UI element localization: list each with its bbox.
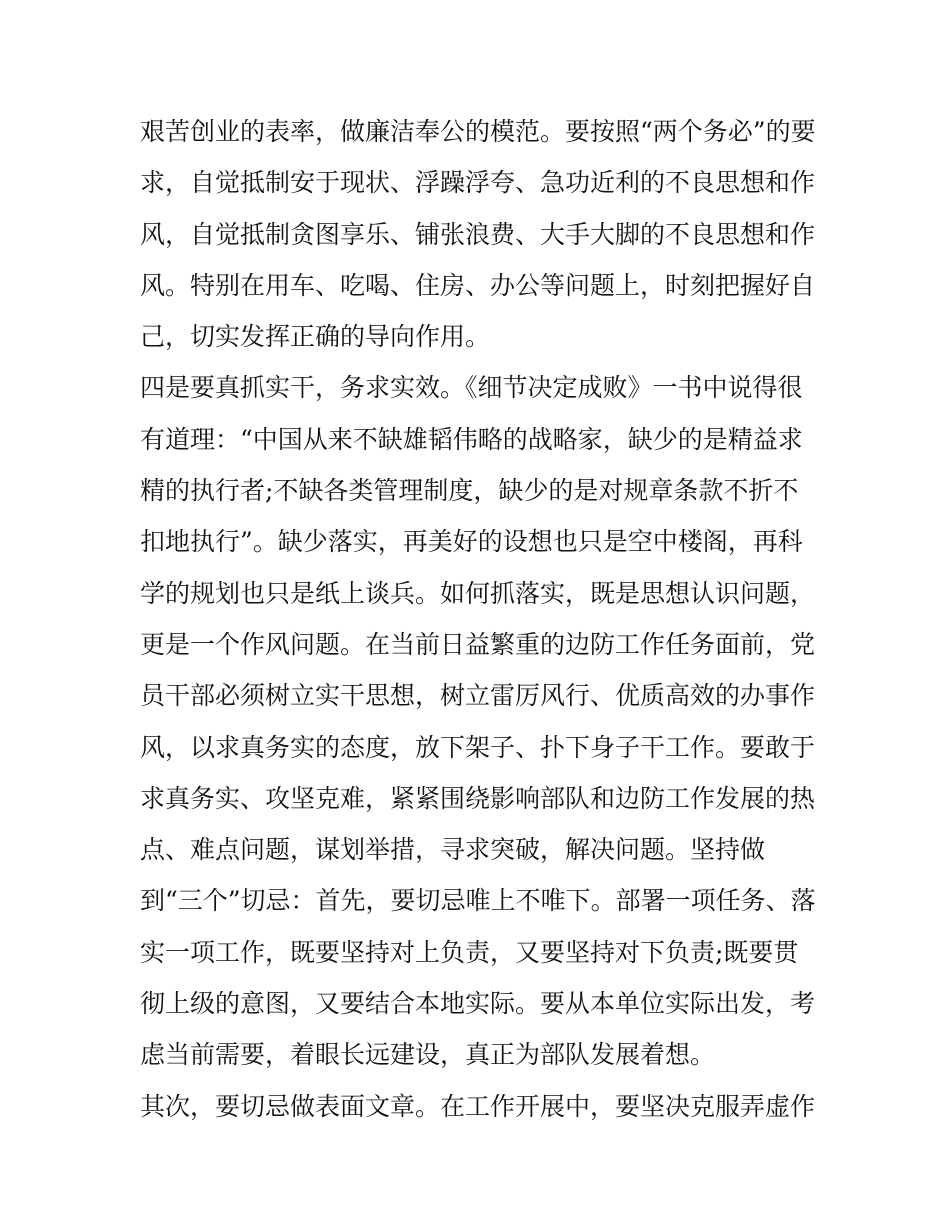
text-line: 风。特别在用车、吃喝、住房、办公等问题上，时刻把握好自 <box>140 270 816 300</box>
text-line: 彻上级的意图，又要结合本地实际。要从本单位实际出发，考 <box>140 989 816 1019</box>
text-line: 更是一个作风问题。在当前日益繁重的边防工作任务面前，党 <box>140 629 816 659</box>
text-line: 到“三个”切忌：首先，要切忌唯上不唯下。部署一项任务、落 <box>140 886 816 916</box>
text-line: 员干部必须树立实干思想，树立雷厉风行、优质高效的办事作 <box>140 681 816 711</box>
text-line: 艰苦创业的表率，做廉洁奉公的模范。要按照“两个务必”的要 <box>140 117 816 146</box>
text-line: 精的执行者;不缺各类管理制度，缺少的是对规章条款不折不 <box>140 476 799 506</box>
text-line: 点、难点问题，谋划举措，寻求突破，解决问题。坚持做 <box>140 835 766 865</box>
text-line: 学的规划也只是纸上谈兵。如何抓落实，既是思想认识问题， <box>140 578 816 608</box>
text-line: 虑当前需要，着眼长远建设，真正为部队发展着想。 <box>140 1040 716 1070</box>
text-line: 扣地执行”。缺少落实，再美好的设想也只是空中楼阁，再科 <box>140 527 803 557</box>
text-line: 求，自觉抵制安于现状、浮躁浮夸、急功近利的不良思想和作 <box>140 168 816 198</box>
body-text <box>140 106 820 1132</box>
text-line: 四是要真抓实干，务求实效。《细节决定成败》一书中说得很 <box>140 373 803 403</box>
text-line: 求真务实、攻坚克难，紧紧围绕影响部队和边防工作发展的热 <box>140 783 816 813</box>
text-line: 实一项工作，既要坚持对上负责，又要坚持对下负责;既要贯 <box>140 937 799 967</box>
text-line: 风，以求真务实的态度，放下架子、扑下身子干工作。要敢于 <box>140 732 816 762</box>
text-line: 风，自觉抵制贪图享乐、铺张浪费、大手大脚的不良思想和作 <box>140 219 816 249</box>
text-line: 其次，要切忌做表面文章。在工作开展中，要坚决克服弄虚作 <box>140 1091 816 1121</box>
text-line: 有道理：“中国从来不缺雄韬伟略的战略家，缺少的是精益求 <box>140 424 803 454</box>
text-line: 己，切实发挥正确的导向作用。 <box>140 322 491 352</box>
